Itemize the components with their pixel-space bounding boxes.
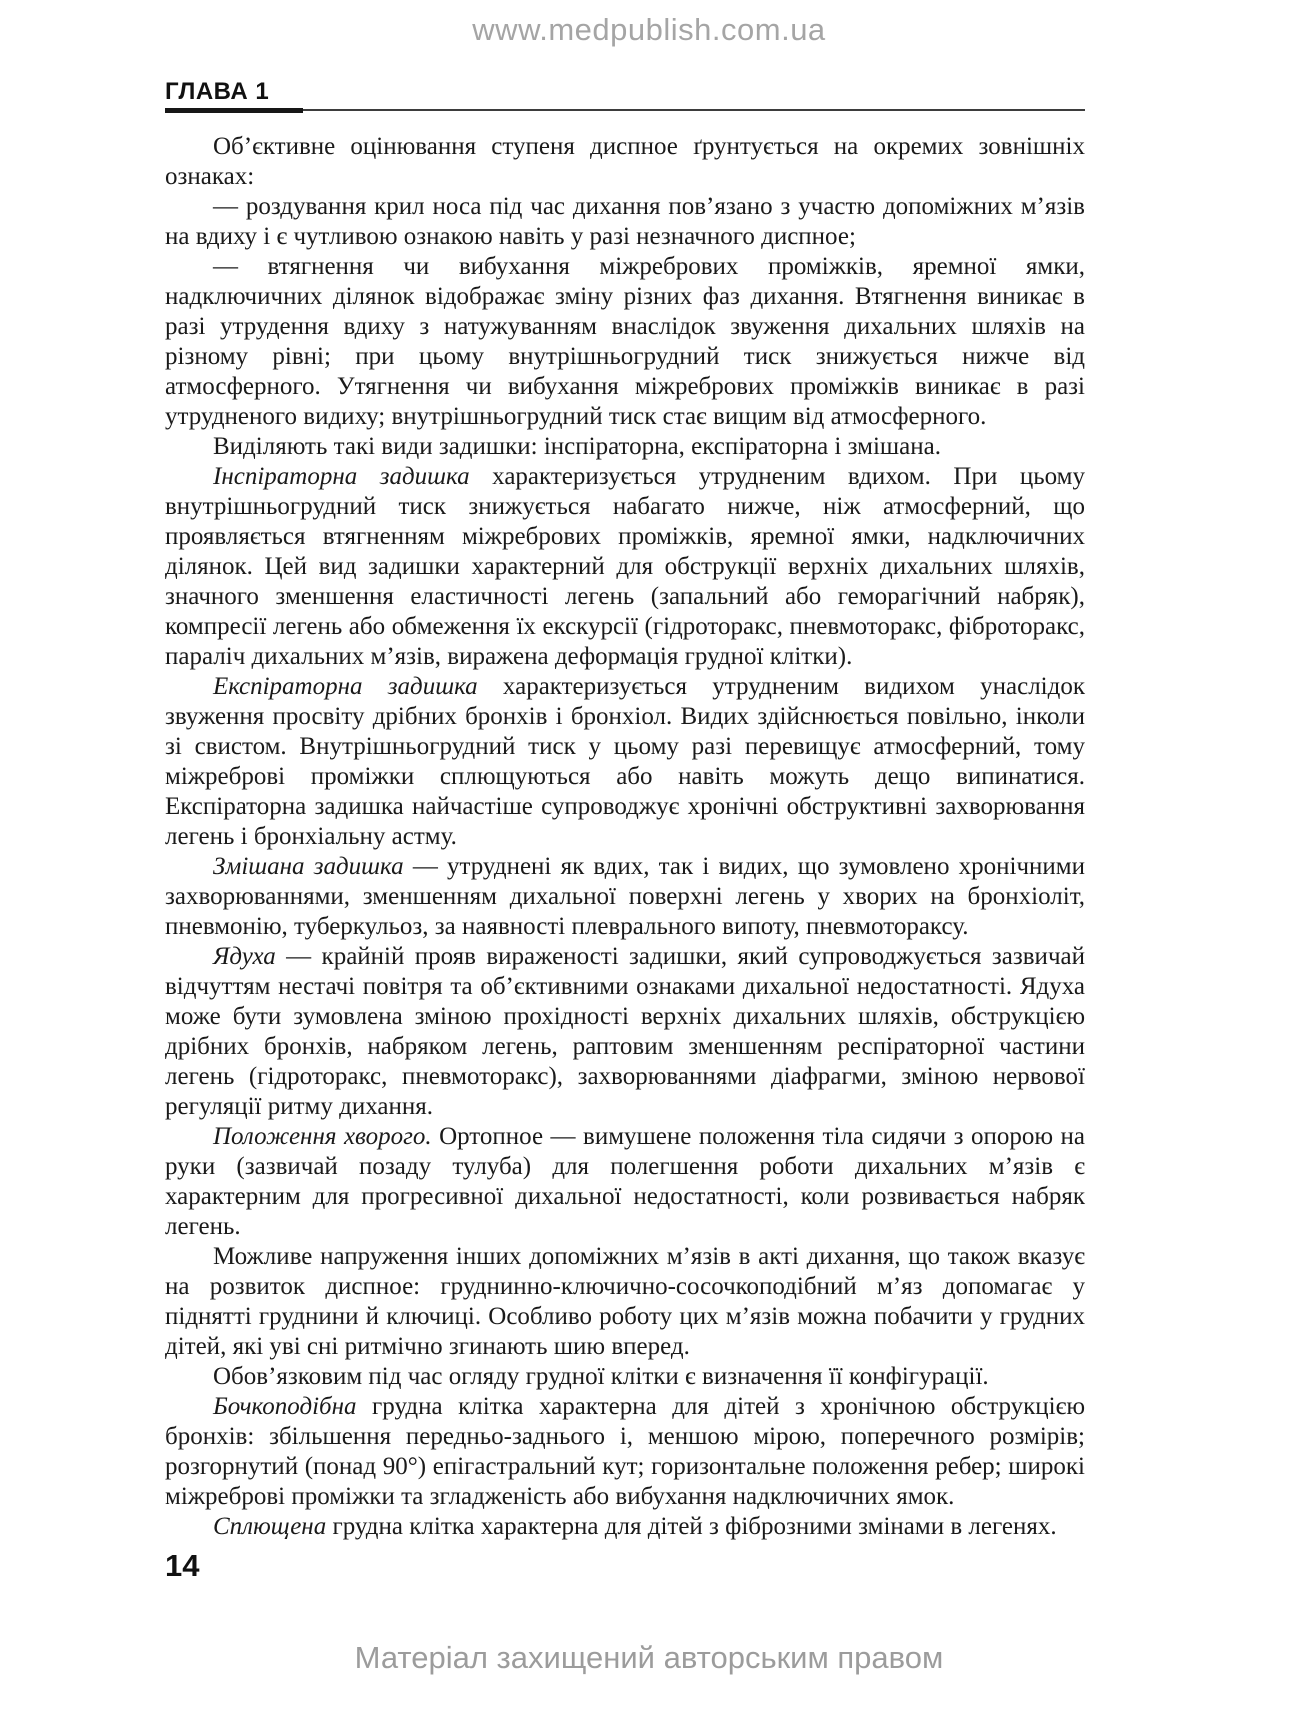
paragraph-lead: Експіраторна задишка: [213, 673, 478, 700]
paragraph-text: характеризується утрудненим вдихом. При цьому внутрішньогрудний тиск знижується набагато нижче, ніж атмосферний, що проявляється втягненням міжребрових проміжків, яремної ямки, надключичних ділянок. Цей вид задишки характерний для обструкції верхніх дихальних шляхів, значного зменшення еластичності легень (запальний або геморагічний набряк), компресії легень або обмеження їх екскурсії (гідроторакс, пневмоторакс, фіброторакс, параліч дихальних м’язів, виражена деформація грудної клітки).: [165, 463, 1085, 670]
paragraph-text: Ортопное — вимушене положення тіла сидячи з опорою на руки (зазвичай позаду тулуба) для полегшення роботи дихальних м’язів є характерним для прогресивної дихальної недостатності, коли розвивається набряк легень.: [165, 1123, 1085, 1240]
paragraph: [165, 192, 1085, 252]
paragraph-text: Обов’язковим під час огляду грудної клітки є визначення її конфігурації.: [213, 1363, 989, 1390]
chapter-title: ГЛАВА 1: [165, 78, 270, 105]
rule-thin-line: [165, 109, 1085, 111]
paragraph: [165, 252, 1085, 432]
paragraph-lead: Положення хворого.: [213, 1123, 432, 1150]
paragraph-lead: Інспіраторна задишка: [213, 463, 470, 490]
paragraph-text: грудна клітка характерна для дітей з хронічною обструкцією бронхів: збільшення передньо-заднього і, меншою мірою, поперечного розмірів; розгорнутий (понад 90°) епігастральний кут; горизонтальне положення ребер; широкі міжреброві проміжки та згладженість або вибухання надключичних ямок.: [165, 1393, 1085, 1510]
paragraph-text: — утруднені як вдих, так і видих, що зумовлено хронічними захворюваннями, зменшенням дихальної поверхні легень у хворих на бронхіоліт, пневмонію, туберкульоз, за наявності плеврального випоту, пневмотораксу.: [165, 853, 1085, 940]
paragraph-text: Виділяють такі види задишки: інспіраторна, експіраторна і змішана.: [213, 433, 941, 460]
paragraph: [165, 1242, 1085, 1362]
paragraph: [165, 1512, 1085, 1542]
paragraph: [165, 1362, 1085, 1392]
paragraph-text: характеризується утрудненим видихом унаслідок звуження просвіту дрібних бронхів і бронхіол. Видих здійснюється повільно, інколи зі свистом. Внутрішньогрудний тиск у цьому разі перевищує атмосферний, тому міжреброві проміжки сплющуються або навіть можуть дещо випинатися. Експіраторна задишка найчастіше супроводжує хронічні обструктивні захворювання легень і бронхіальну астму.: [165, 673, 1085, 850]
paragraph-text: грудна клітка характерна для дітей з фіброзними змінами в легенях.: [326, 1513, 1057, 1540]
paragraph: [165, 462, 1085, 672]
paragraph-lead: Бочкоподібна: [213, 1393, 357, 1420]
paragraph-text: Можливе напруження інших допоміжних м’язів в акті дихання, що також вказує на розвиток диспное: груднинно-ключично-сосочкоподібний м’яз допомагає у піднятті груднини й ключиці. Особливо роботу цих м’язів можна побачити у грудних дітей, які уві сні ритмічно згинають шию вперед.: [165, 1243, 1085, 1360]
paragraph: [165, 852, 1085, 942]
paragraph-text: — втягнення чи вибухання міжребрових проміжків, яремної ямки, надключичних ділянок відображає зміну різних фаз дихання. Втягнення виникає в разі утрудення вдиху з натужуванням внаслідок звуження дихальних шляхів на різному рівні; при цьому внутрішньогрудний тиск знижується нижче від атмосферного. Утягнення чи вибухання міжребрових проміжків виникає в разі утрудненого видиху; внутрішньогрудний тиск стає вищим від атмосферного.: [165, 253, 1085, 430]
paragraph: [165, 432, 1085, 462]
paragraph: [165, 1392, 1085, 1512]
paragraph-lead: Сплющена: [213, 1513, 327, 1540]
copyright-notice: Матеріал захищений авторським правом: [354, 1640, 944, 1675]
watermark-url: www.medpublish.com.ua: [472, 12, 826, 47]
rule-thick-segment: [165, 108, 303, 113]
page-number: 14: [165, 1548, 200, 1583]
paragraph-lead: Змішана задишка: [213, 853, 404, 880]
paragraph-text: — роздування крил носа під час дихання пов’язано з участю допоміжних м’язів на вдиху і є чутливою ознакою навіть у разі незначного диспное;: [165, 193, 1085, 250]
page-body: [165, 132, 1085, 1542]
paragraph-lead: Ядуха: [213, 943, 276, 970]
paragraph: [165, 132, 1085, 192]
chapter-rule: [165, 108, 1085, 113]
paragraph: [165, 1122, 1085, 1242]
paragraph: [165, 942, 1085, 1122]
paragraph-text: — крайній прояв вираженості задишки, який супроводжується зазвичай відчуттям нестачі повітря та об’єктивними ознаками дихальної недостатності. Ядуха може бути зумовлена зміною прохідності верхніх дихальних шляхів, обструкцією дрібних бронхів, набряком легень, раптовим зменшенням респіраторної частини легень (гідроторакс, пневмоторакс), захворюваннями діафрагми, зміною нервової регуляції ритму дихання.: [165, 943, 1085, 1120]
paragraph: [165, 672, 1085, 852]
paragraph-text: Об’єктивне оцінювання ступеня диспное ґрунтується на окремих зовнішніх ознаках:: [165, 133, 1085, 190]
